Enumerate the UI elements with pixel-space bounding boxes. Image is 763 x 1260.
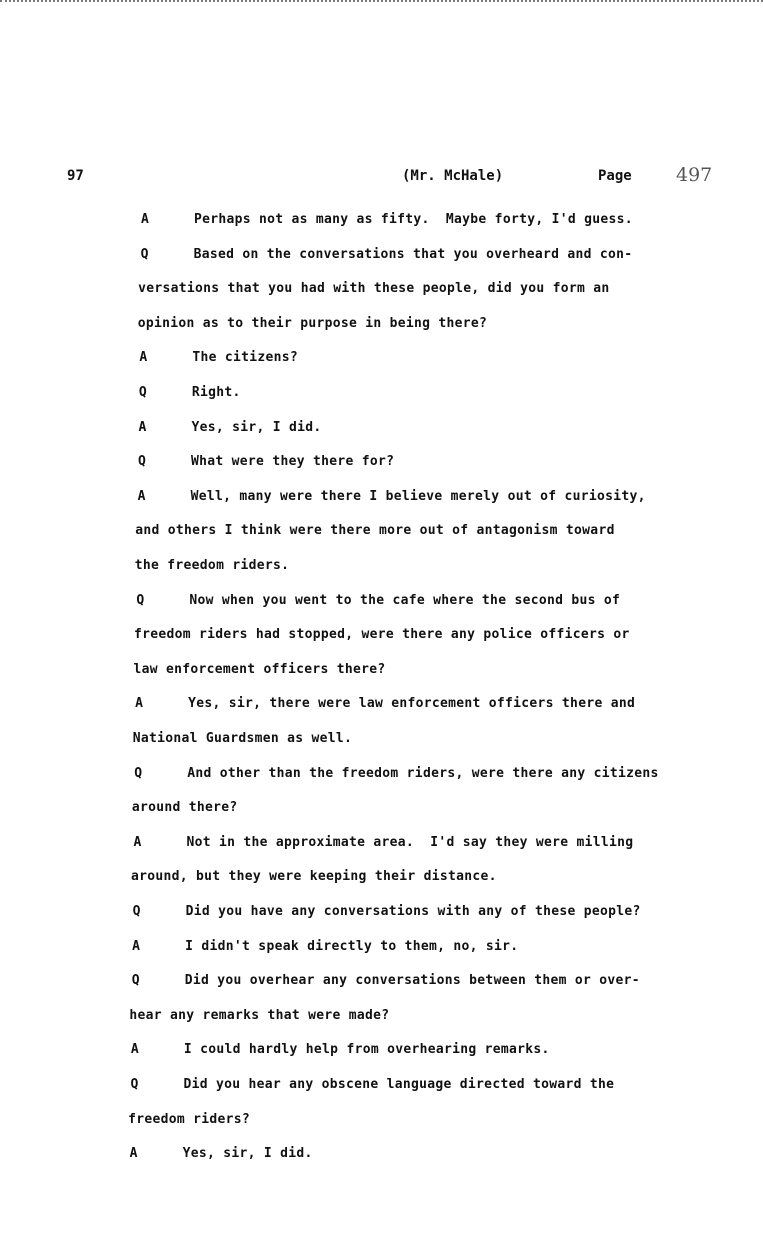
transcript-line: freedom riders had stopped, were there any police officers or: [133, 627, 630, 643]
question-marker: Q: [138, 454, 146, 470]
transcript-line: The citizens?: [192, 350, 298, 366]
answer-marker: A: [132, 938, 140, 954]
answer-marker: A: [133, 834, 142, 850]
transcript-line: And other than the freedom riders, were there any citizens: [187, 765, 659, 781]
transcript-line: I didn't speak directly to them, no, sir.: [185, 938, 519, 954]
transcript-line: and others I think were there more out of antagonism toward: [135, 523, 615, 539]
transcript-line: hear any remarks that were made?: [129, 1007, 390, 1023]
answer-marker: A: [129, 1146, 138, 1162]
transcript-line: Yes, sir, there were law enforcement officers there and: [188, 696, 636, 712]
speaker-label: (Mr. McHale): [402, 168, 504, 184]
transcript-line: freedom riders?: [128, 1111, 250, 1127]
answer-marker: A: [130, 1042, 139, 1058]
question-marker: Q: [134, 765, 143, 781]
question-marker: Q: [136, 592, 145, 608]
transcript-line: I could hardly help from overhearing remarks.: [183, 1042, 550, 1058]
stamped-page-number: 497: [676, 164, 713, 186]
transcript-line: around there?: [131, 800, 238, 816]
transcript-line: Yes, sir, I did.: [191, 419, 322, 435]
transcript-line: around, but they were keeping their distance.: [131, 869, 497, 885]
transcript-line: Not in the approximate area. I'd say they were milling: [186, 834, 634, 850]
transcript-line: the freedom riders.: [134, 558, 290, 573]
transcript-line: Perhaps not as many as fifty. Maybe forty, I'd guess.: [194, 212, 633, 227]
transcript-line: Right.: [191, 385, 241, 400]
transcript-line: Did you overhear any conversations between them or over-: [184, 973, 640, 989]
question-marker: Q: [131, 973, 140, 989]
question-marker: Q: [138, 385, 147, 400]
answer-marker: A: [137, 488, 146, 504]
answer-marker: A: [138, 419, 147, 435]
question-marker: Q: [130, 1077, 139, 1092]
transcript-line: Did you hear any obscene language directed toward the: [183, 1077, 615, 1092]
answer-marker: A: [135, 696, 143, 712]
transcript-line: Based on the conversations that you overheard and con-: [193, 246, 633, 262]
page-number: 97: [67, 168, 84, 184]
answer-marker: A: [141, 212, 149, 227]
transcript-line: Yes, sir, I did.: [182, 1146, 313, 1162]
question-marker: Q: [132, 904, 141, 919]
transcript-line: Now when you went to the cafe where the second bus of: [189, 592, 621, 608]
question-marker: Q: [140, 246, 149, 262]
transcript-line: National Guardsmen as well.: [132, 731, 353, 746]
transcript-line: opinion as to their purpose in being there?: [137, 315, 488, 331]
answer-marker: A: [139, 350, 148, 366]
transcript-line: Well, many were there I believe merely out of curiosity,: [190, 488, 646, 504]
transcript-line: What were they there for?: [191, 454, 395, 470]
transcript-line: versations that you had with these people, did you form an: [138, 281, 610, 297]
page-label: Page: [598, 168, 632, 184]
transcript-line: Did you have any conversations with any of these people?: [185, 904, 641, 919]
transcript-line: law enforcement officers there?: [133, 661, 386, 677]
